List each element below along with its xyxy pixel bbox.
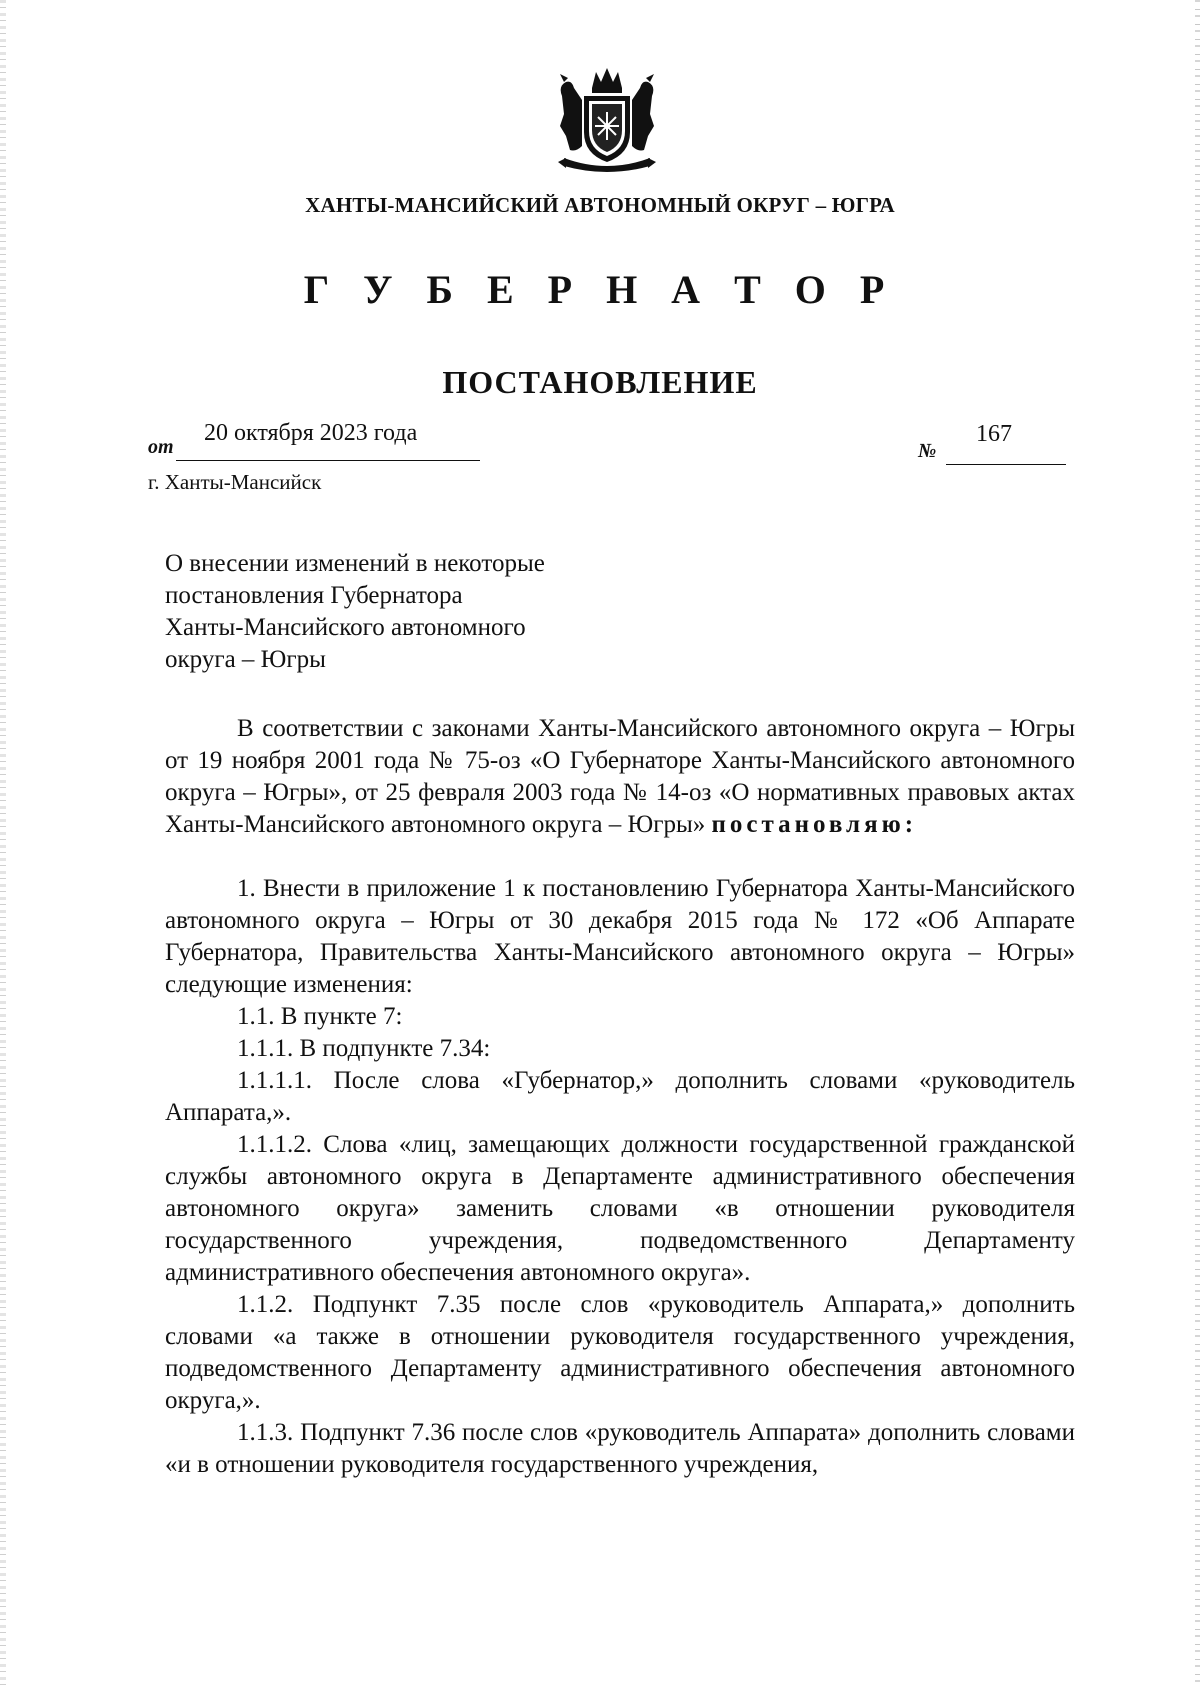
body-paragraph: 1.1.1.1. После слова «Губернатор,» дополнить словами «руководитель Аппарата,».: [165, 1067, 1075, 1126]
scan-edge-left: [0, 0, 6, 1686]
subject-line: Ханты-Мансийского автономного: [165, 614, 526, 641]
body-paragraph: 1.1.1. В подпункте 7.34:: [237, 1035, 491, 1062]
preamble-text: В соответствии с законами Ханты-Мансийского автономного округа – Югры от 19 ноября 2001 года № 75-оз «О Губернаторе Ханты-Мансийского автономного округа – Югры», от 25 февраля 2003 года № 14-оз «О нормативных правовых актах Ханты-Мансийского автономного округа – Югры»: [165, 715, 1075, 838]
date-underline: [176, 460, 480, 461]
body-paragraph: 1.1.3. Подпункт 7.36 после слов «руководитель Аппарата» дополнить словами «и в отношении руководителя государственного учреждения,: [165, 1419, 1075, 1478]
number-underline: [946, 464, 1066, 465]
body-paragraph: 1.1.2. Подпункт 7.35 после слов «руководитель Аппарата,» дополнить словами «а также в отношении руководителя государственного учреждения, подведомственного Департаменту административного обеспечения автономного округа,».: [165, 1291, 1075, 1414]
document-date: 20 октября 2023 года: [204, 420, 418, 446]
coat-of-arms-icon: [552, 66, 662, 174]
scan-edge-right: [1195, 0, 1200, 1686]
document-number: 167: [976, 421, 1012, 447]
document-type: ПОСТАНОВЛЕНИЕ: [442, 364, 758, 400]
number-label: №: [918, 440, 937, 462]
governor-title: Г У Б Е Р Н А Т О Р: [303, 267, 897, 312]
body-paragraph: 1. Внести в приложение 1 к постановлению Губернатора Ханты-Мансийского автономного округа – Югры от 30 декабря 2015 года № 172 «Об Аппарате Губернатора, Правительства Ханты-Мансийского автономного округа – Югры» следующие изменения:: [165, 875, 1075, 998]
subject-line: постановления Губернатора: [165, 582, 463, 609]
document-city: г. Ханты-Мансийск: [148, 470, 322, 494]
region-name: ХАНТЫ-МАНСИЙСКИЙ АВТОНОМНЫЙ ОКРУГ – ЮГРА: [305, 193, 895, 217]
body-paragraph: 1.1. В пункте 7:: [237, 1003, 403, 1030]
date-prefix-label: от: [148, 436, 174, 458]
document-body: [165, 713, 1075, 1481]
preamble-paragraph: [165, 713, 1075, 841]
decree-word: постановляю:: [711, 811, 918, 838]
subject-line: О внесении изменений в некоторые: [165, 550, 545, 577]
body-paragraph: 1.1.1.2. Слова «лиц, замещающих должности государственной гражданской службы автономного округа в Департаменте административного обеспечения автономного округа» заменить словами «в отношении руководителя государственного учреждения, подведомственного Департаменту административного обеспечения автономного округа».: [165, 1131, 1075, 1286]
subject-line: округа – Югры: [165, 646, 326, 673]
document-subject: [165, 548, 635, 676]
